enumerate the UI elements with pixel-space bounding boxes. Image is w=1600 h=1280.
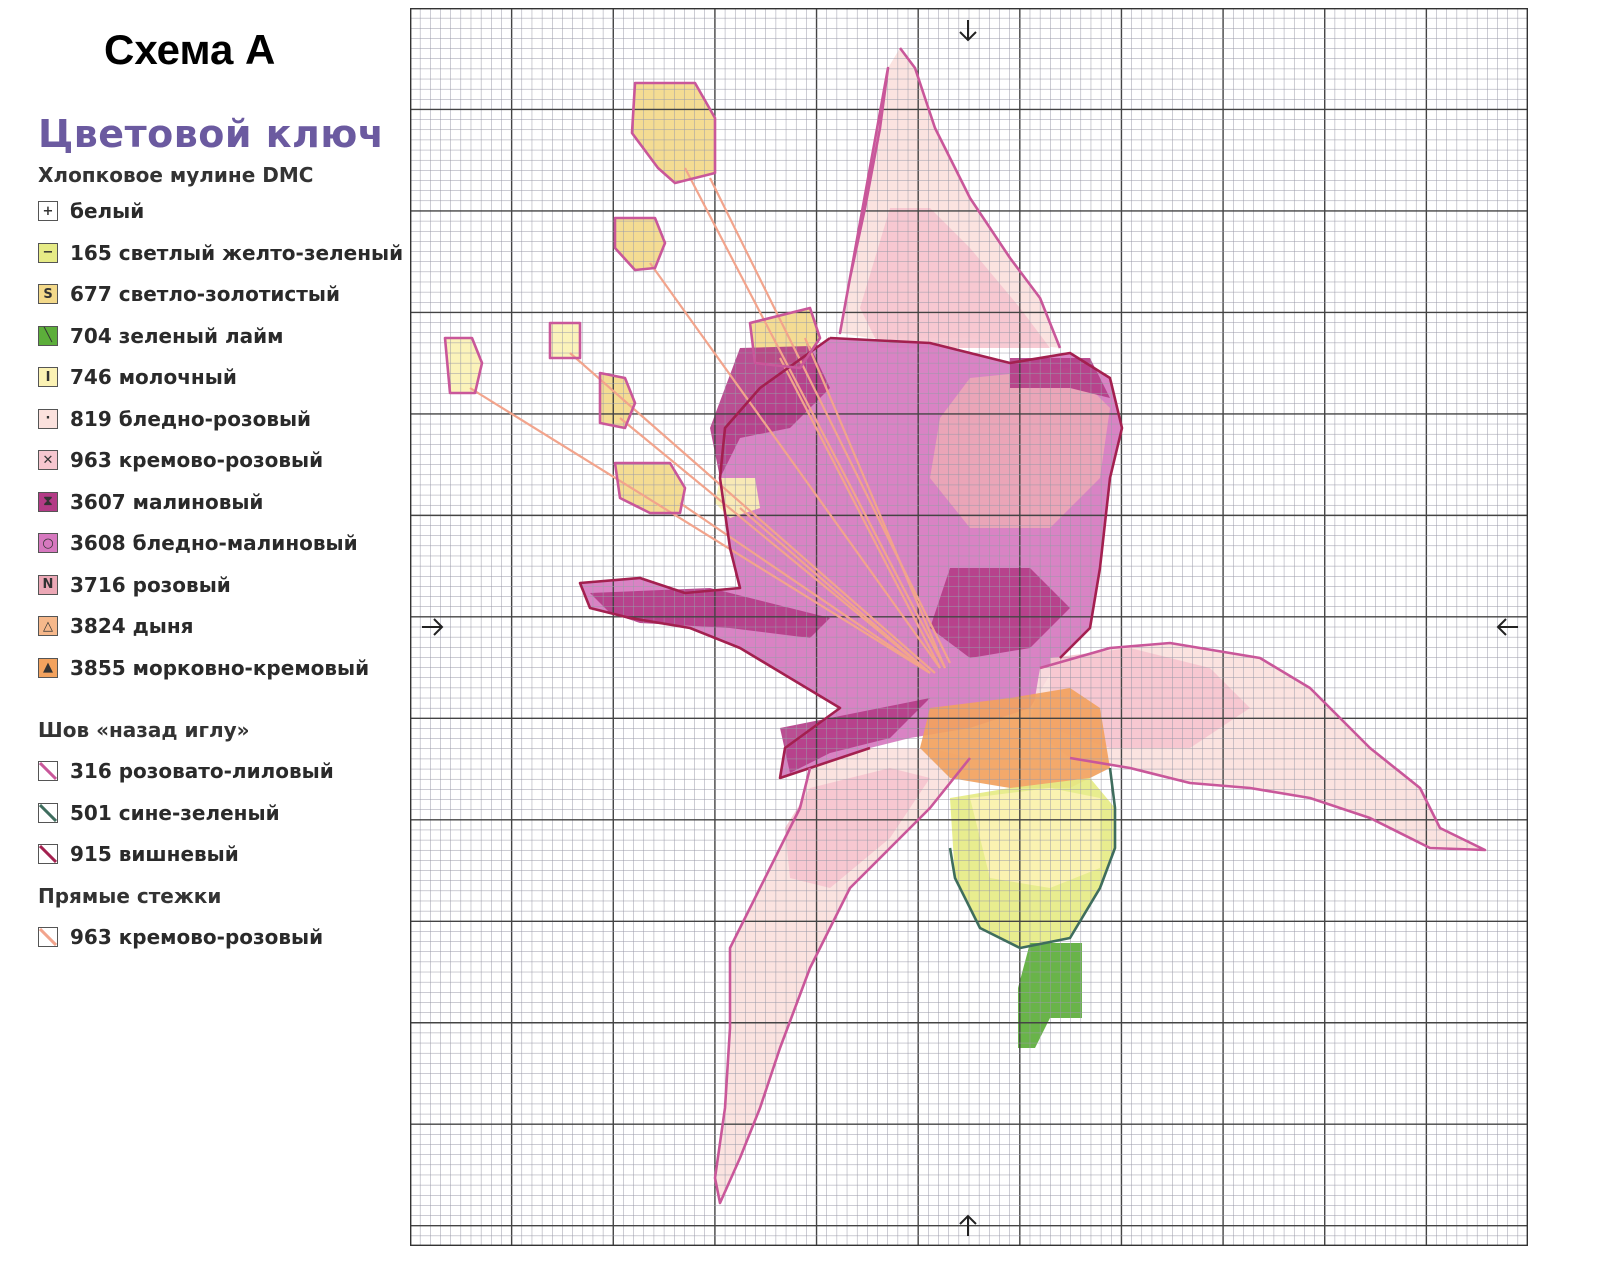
i-symbol-icon: I [38, 367, 58, 387]
plus-symbol-icon: + [38, 201, 58, 221]
diagonal-line-icon [38, 927, 58, 947]
legend-item [38, 362, 237, 392]
triangle-filled-symbol-icon: ▲ [38, 658, 58, 678]
legend-label: 746 молочный [70, 365, 237, 389]
legend-line-item [38, 922, 323, 952]
legend-label: 165 светлый желто-зеленый [70, 240, 404, 265]
legend-item [38, 570, 231, 600]
s-symbol-icon: S [38, 284, 58, 304]
legend-label: 704 зеленый лайм [70, 323, 284, 348]
legend-label: 963 кремово-розовый [70, 448, 324, 472]
stitch-chart [410, 8, 1528, 1246]
diagonal-line-icon [38, 803, 58, 823]
dot-symbol-icon: · [38, 409, 58, 429]
legend-label: 3607 малиновый [70, 489, 264, 514]
page-title: Схема А [104, 26, 276, 73]
circle-symbol-icon: ○ [38, 533, 58, 553]
legend-item [38, 611, 194, 641]
thread-brand-label: Хлопковое мулине DMC [38, 163, 314, 187]
legend-label: 677 светло-золотистый [70, 282, 340, 306]
legend-line-item [38, 798, 280, 828]
legend-label: 501 сине-зеленый [70, 800, 280, 825]
color-key-heading: Цветовой ключ [38, 112, 385, 156]
legend-label: 963 кремово-розовый [70, 925, 324, 949]
straight-stitch-heading: Прямые стежки [38, 884, 222, 908]
legend-item [38, 528, 358, 558]
legend-line-item [38, 756, 334, 786]
legend-label: 316 розовато-лиловый [70, 759, 334, 783]
cross-symbol-icon: ✕ [38, 450, 58, 470]
legend-label: белый [70, 199, 145, 223]
legend-item [38, 238, 403, 268]
legend-item [38, 445, 323, 475]
backstitch-heading: Шов «назад иглу» [38, 718, 250, 742]
legend-label: 915 вишневый [70, 842, 239, 866]
anther [550, 323, 580, 358]
legend-item [38, 196, 144, 226]
backslash-symbol-icon: ╲ [38, 326, 58, 346]
legend-label: 3855 морковно-кремовый [70, 655, 370, 680]
legend-line-item [38, 839, 239, 869]
legend-label: 819 бледно-розовый [70, 406, 312, 431]
legend-label: 3608 бледно-малиновый [70, 531, 358, 555]
legend-label: 3716 розовый [70, 572, 231, 597]
legend-item [38, 653, 369, 683]
legend-item [38, 404, 311, 434]
legend-item [38, 487, 263, 517]
triangle-outline-symbol-icon: △ [38, 616, 58, 636]
legend-item [38, 279, 340, 309]
n-symbol-icon: N [38, 575, 58, 595]
legend-label: 3824 дыня [70, 614, 194, 638]
hourglass-symbol-icon: ⧗ [38, 492, 58, 512]
dash-symbol-icon: − [38, 243, 58, 263]
diagonal-line-icon [38, 844, 58, 864]
legend-item [38, 321, 284, 351]
diagonal-line-icon [38, 761, 58, 781]
